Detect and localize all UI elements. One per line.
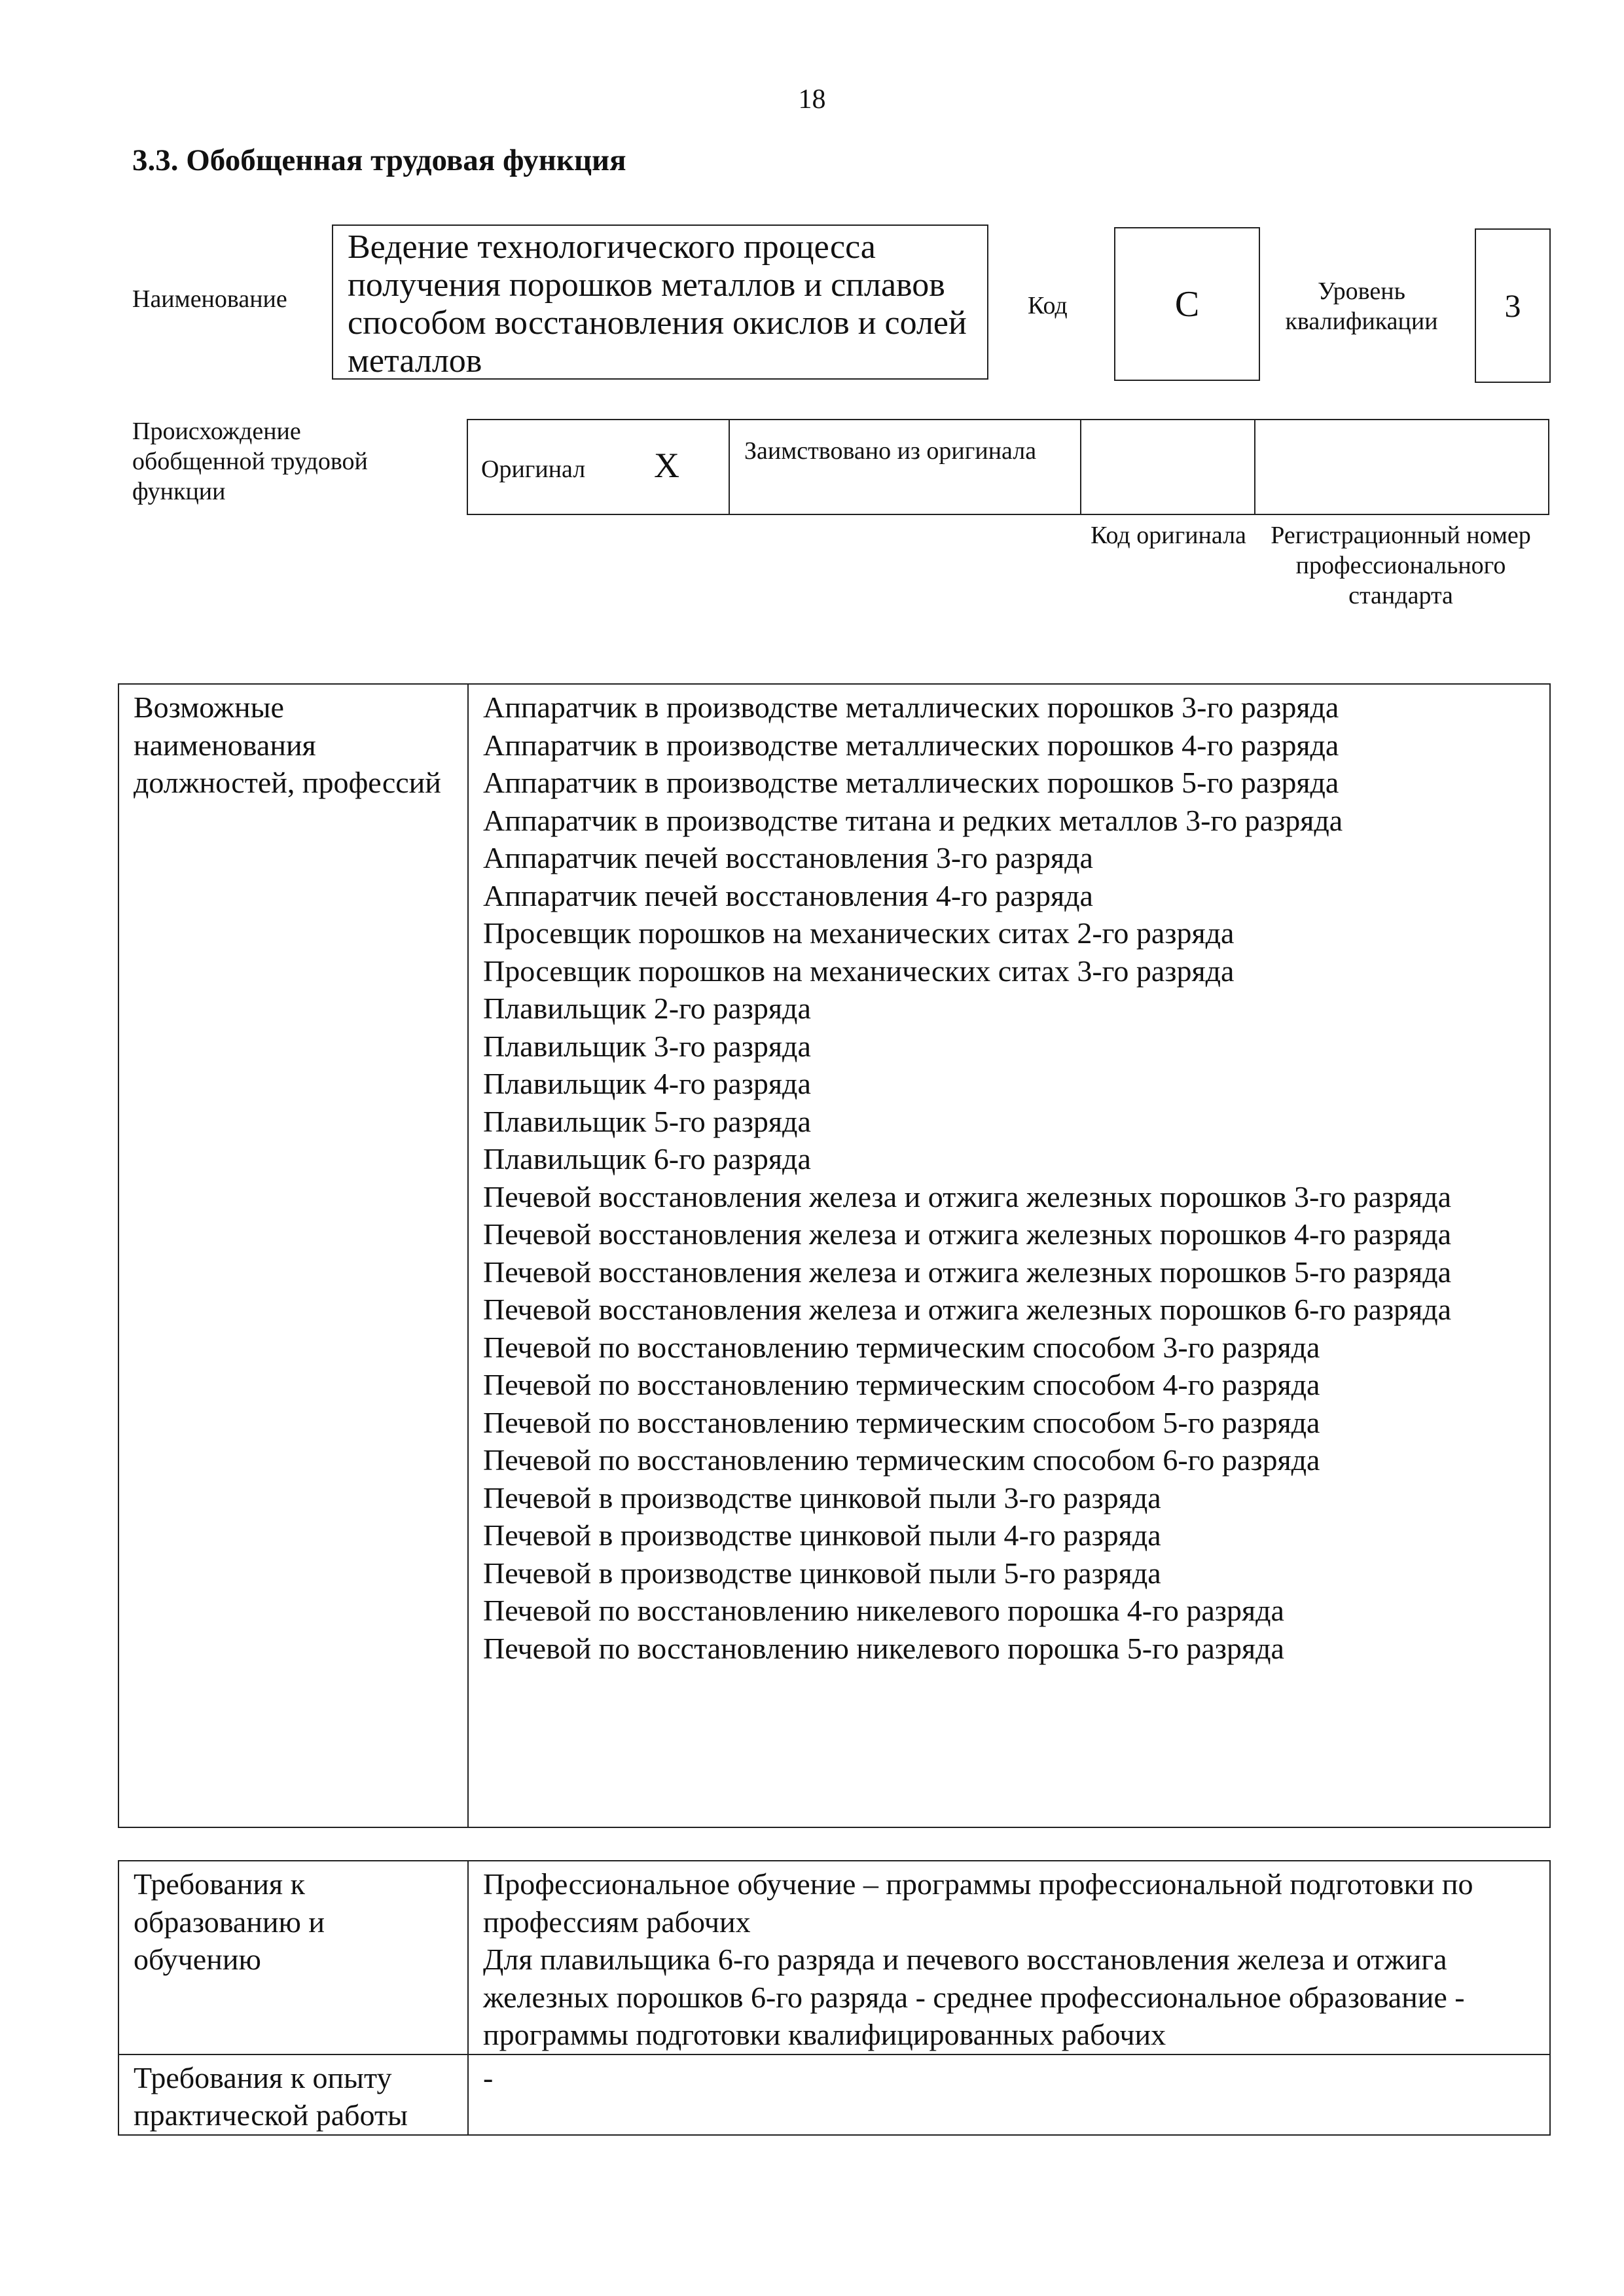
name-value: Ведение технологического процесса получения порошков металлов и сплавов способом восстановления окислов и солей металлов (348, 228, 967, 380)
list-item: Печевой по восстановлению термическим способом 6-го разряда (483, 1443, 1320, 1477)
experience-label-cell (118, 2054, 468, 2135)
education-label: Требования к образованию и обучению (134, 1867, 325, 1976)
experience-label: Требования к опыту практической работы (134, 2060, 408, 2132)
list-item: Плавильщик 6-го разряда (483, 1142, 811, 1175)
original-mark: X (654, 446, 679, 485)
code-value-box (1114, 227, 1260, 381)
experience-value-cell (468, 2054, 1550, 2135)
list-item: Печевой в производстве цинковой пыли 4-го разряда (483, 1518, 1161, 1552)
list-item: Печевой по восстановлению никелевого порошка 4-го разряда (483, 1594, 1284, 1627)
list-item: Плавильщик 4-го разряда (483, 1067, 811, 1100)
original-label: Оригинал (481, 456, 586, 483)
list-item: Аппаратчик в производстве металлических порошков 3-го разряда (483, 691, 1339, 724)
education-label-cell (118, 1861, 468, 2054)
requirements-table (118, 1860, 1551, 2136)
positions-label: Возможные наименования должностей, профессий (134, 691, 441, 799)
education-line: Профессиональное обучение – программы профессиональной подготовки по профессиям рабочих (483, 1867, 1473, 1939)
origin-label: Происхождение обобщенной трудовой функции (132, 418, 368, 505)
positions-label-cell (118, 684, 468, 1827)
positions-list-cell (468, 684, 1550, 1827)
origin-divider-3 (1254, 420, 1255, 514)
list-item: Печевой по восстановлению термическим способом 5-го разряда (483, 1405, 1320, 1439)
positions-table (118, 683, 1551, 1828)
level-label: Уровень квалификации (1285, 278, 1438, 335)
list-item: Плавильщик 2-го разряда (483, 992, 811, 1025)
experience-value: - (483, 2060, 494, 2094)
list-item: Плавильщик 3-го разряда (483, 1029, 811, 1063)
name-value-box (332, 224, 988, 380)
list-item: Печевой по восстановлению термическим способом 3-го разряда (483, 1330, 1320, 1364)
page-number: 18 (798, 84, 826, 115)
code-original-caption: Код оригинала (1091, 522, 1246, 549)
list-item: Аппаратчик в производстве титана и редких металлов 3-го разряда (483, 803, 1343, 837)
name-label: Наименование (132, 285, 287, 313)
list-item: Плавильщик 5-го разряда (483, 1104, 811, 1138)
level-value: 3 (1504, 287, 1521, 324)
list-item: Просевщик порошков на механических ситах 2-го разряда (483, 916, 1235, 950)
list-item: Аппаратчик печей восстановления 3-го разряда (483, 841, 1093, 874)
list-item: Печевой по восстановлению термическим способом 4-го разряда (483, 1368, 1320, 1401)
section-title: 3.3. Обобщенная трудовая функция (132, 143, 626, 177)
list-item: Печевой в производстве цинковой пыли 3-го разряда (483, 1480, 1161, 1515)
list-item: Просевщик порошков на механических ситах 3-го разряда (483, 954, 1235, 988)
list-item: Аппаратчик печей восстановления 4-го разряда (483, 878, 1093, 912)
education-row (118, 1861, 1550, 2054)
list-item: Аппаратчик в производстве металлических порошков 4-го разряда (483, 728, 1339, 762)
origin-divider-1 (729, 420, 730, 514)
borrowed-label: Заимствовано из оригинала (744, 437, 1037, 465)
list-item: Печевой в производстве цинковой пыли 5-го разряда (483, 1556, 1161, 1590)
code-label: Код (1028, 292, 1068, 319)
list-item: Аппаратчик в производстве металлических порошков 5-го разряда (483, 766, 1339, 799)
list-item: Печевой восстановления железа и отжига железных порошков 5-го разряда (483, 1255, 1452, 1289)
education-value-cell (468, 1861, 1550, 2054)
list-item: Печевой восстановления железа и отжига железных порошков 3-го разряда (483, 1179, 1452, 1213)
positions-row (118, 684, 1550, 1827)
level-value-box (1475, 228, 1551, 383)
origin-divider-2 (1080, 420, 1081, 514)
reg-number-caption: Регистрационный номер профессионального стандарта (1271, 522, 1531, 609)
experience-row (118, 2054, 1550, 2135)
code-value: С (1174, 283, 1200, 325)
list-item: Печевой восстановления железа и отжига железных порошков 6-го разряда (483, 1293, 1452, 1326)
education-line: Для плавильщика 6-го разряда и печевого восстановления железа и отжига железных порошков 6-го разряда - среднее профессиональное образование - программы подготовки квалифицированных рабочих (483, 1943, 1465, 2051)
list-item: Печевой восстановления железа и отжига железных порошков 4-го разряда (483, 1217, 1452, 1251)
origin-table (467, 419, 1549, 515)
list-item: Печевой по восстановлению никелевого порошка 5-го разряда (483, 1631, 1284, 1665)
